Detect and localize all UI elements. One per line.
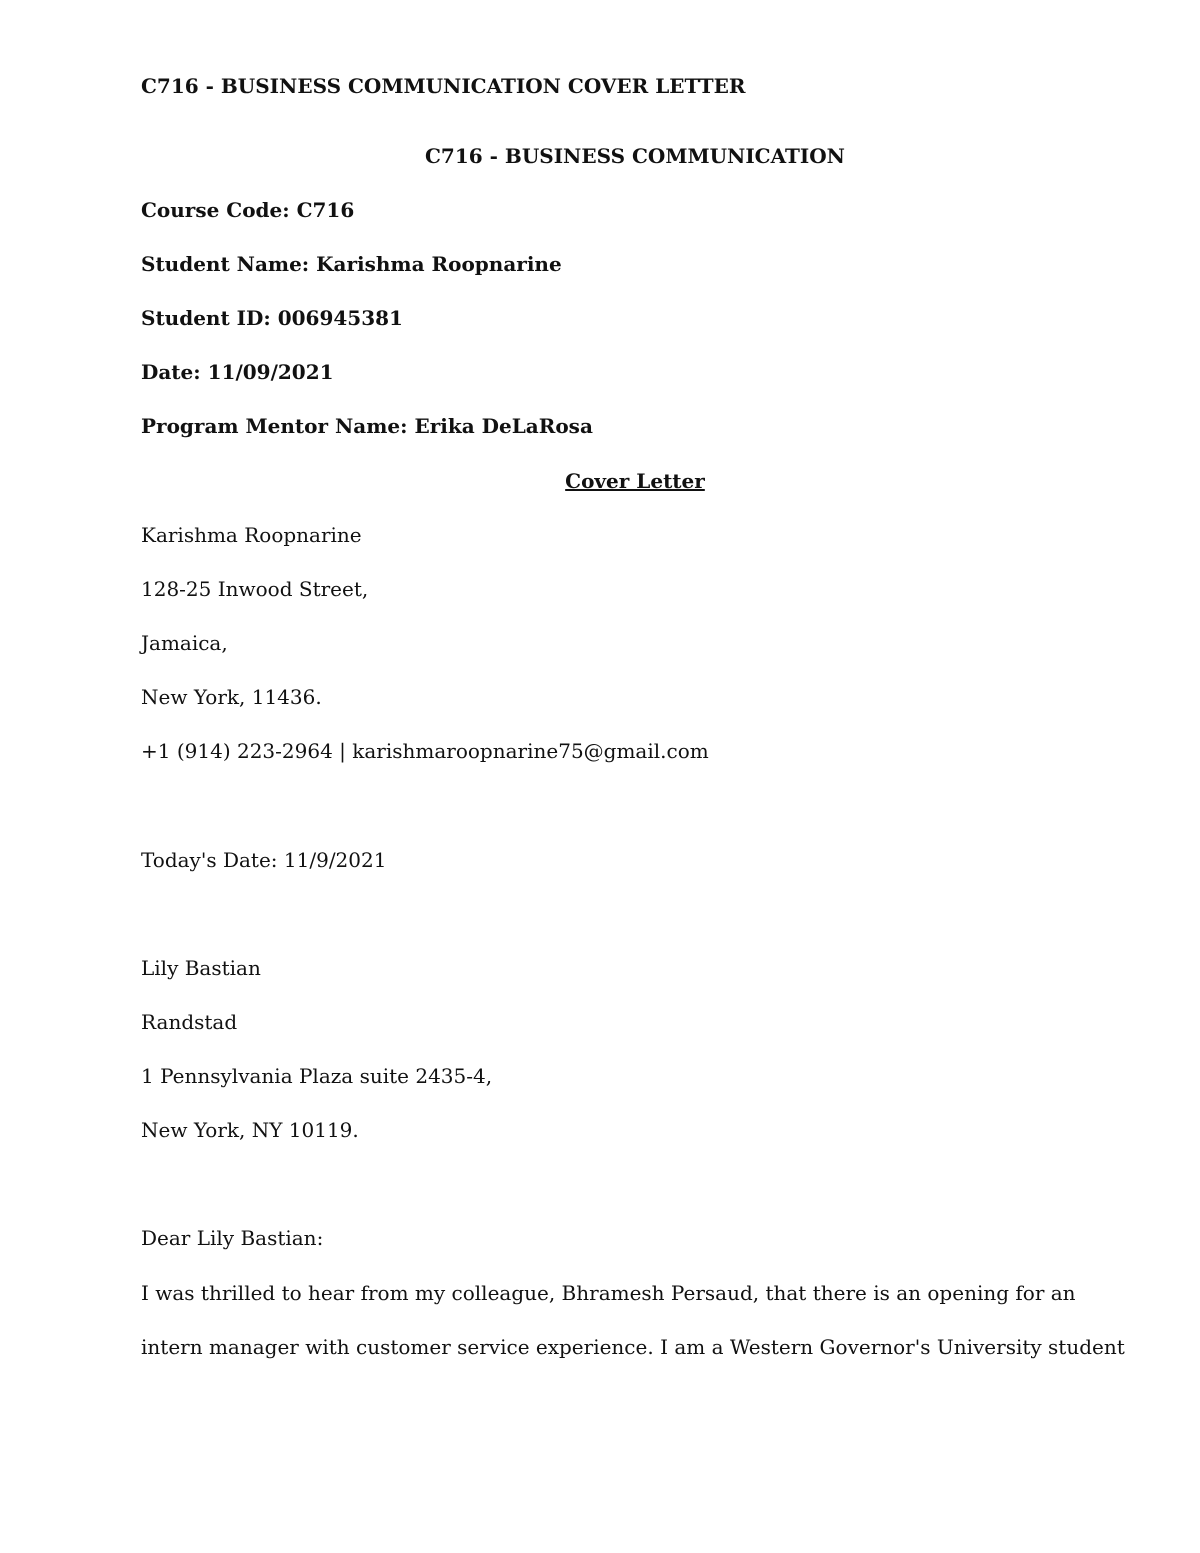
body-line: I was thrilled to hear from my colleague, Bhramesh Persaud, that there is an opening for an (141, 1281, 1076, 1305)
program-mentor: Program Mentor Name: Erika DeLaRosa (141, 414, 593, 438)
body-line: intern manager with customer service experience. I am a Western Governor's University student (141, 1335, 1125, 1359)
sender-contact: +1 (914) 223-2964 | karishmaroopnarine75@gmail.com (141, 739, 709, 763)
sender-street: 128-25 Inwood Street, (141, 577, 369, 601)
submission-date: Date: 11/09/2021 (141, 360, 334, 384)
section-heading: Cover Letter (565, 469, 705, 493)
running-header: C716 - BUSINESS COMMUNICATION COVER LETTER (141, 74, 746, 98)
recipient-name: Lily Bastian (141, 956, 261, 980)
sender-state-zip: New York, 11436. (141, 685, 322, 709)
sender-city: Jamaica, (141, 631, 228, 655)
student-name: Student Name: Karishma Roopnarine (141, 252, 562, 276)
recipient-street: 1 Pennsylvania Plaza suite 2435-4, (141, 1064, 493, 1088)
sender-name: Karishma Roopnarine (141, 523, 362, 547)
student-id: Student ID: 006945381 (141, 306, 403, 330)
todays-date: Today's Date: 11/9/2021 (141, 848, 387, 872)
course-code: Course Code: C716 (141, 198, 355, 222)
course-title: C716 - BUSINESS COMMUNICATION (425, 144, 845, 168)
salutation: Dear Lily Bastian: (141, 1226, 324, 1250)
recipient-city: New York, NY 10119. (141, 1118, 359, 1142)
recipient-company: Randstad (141, 1010, 238, 1034)
